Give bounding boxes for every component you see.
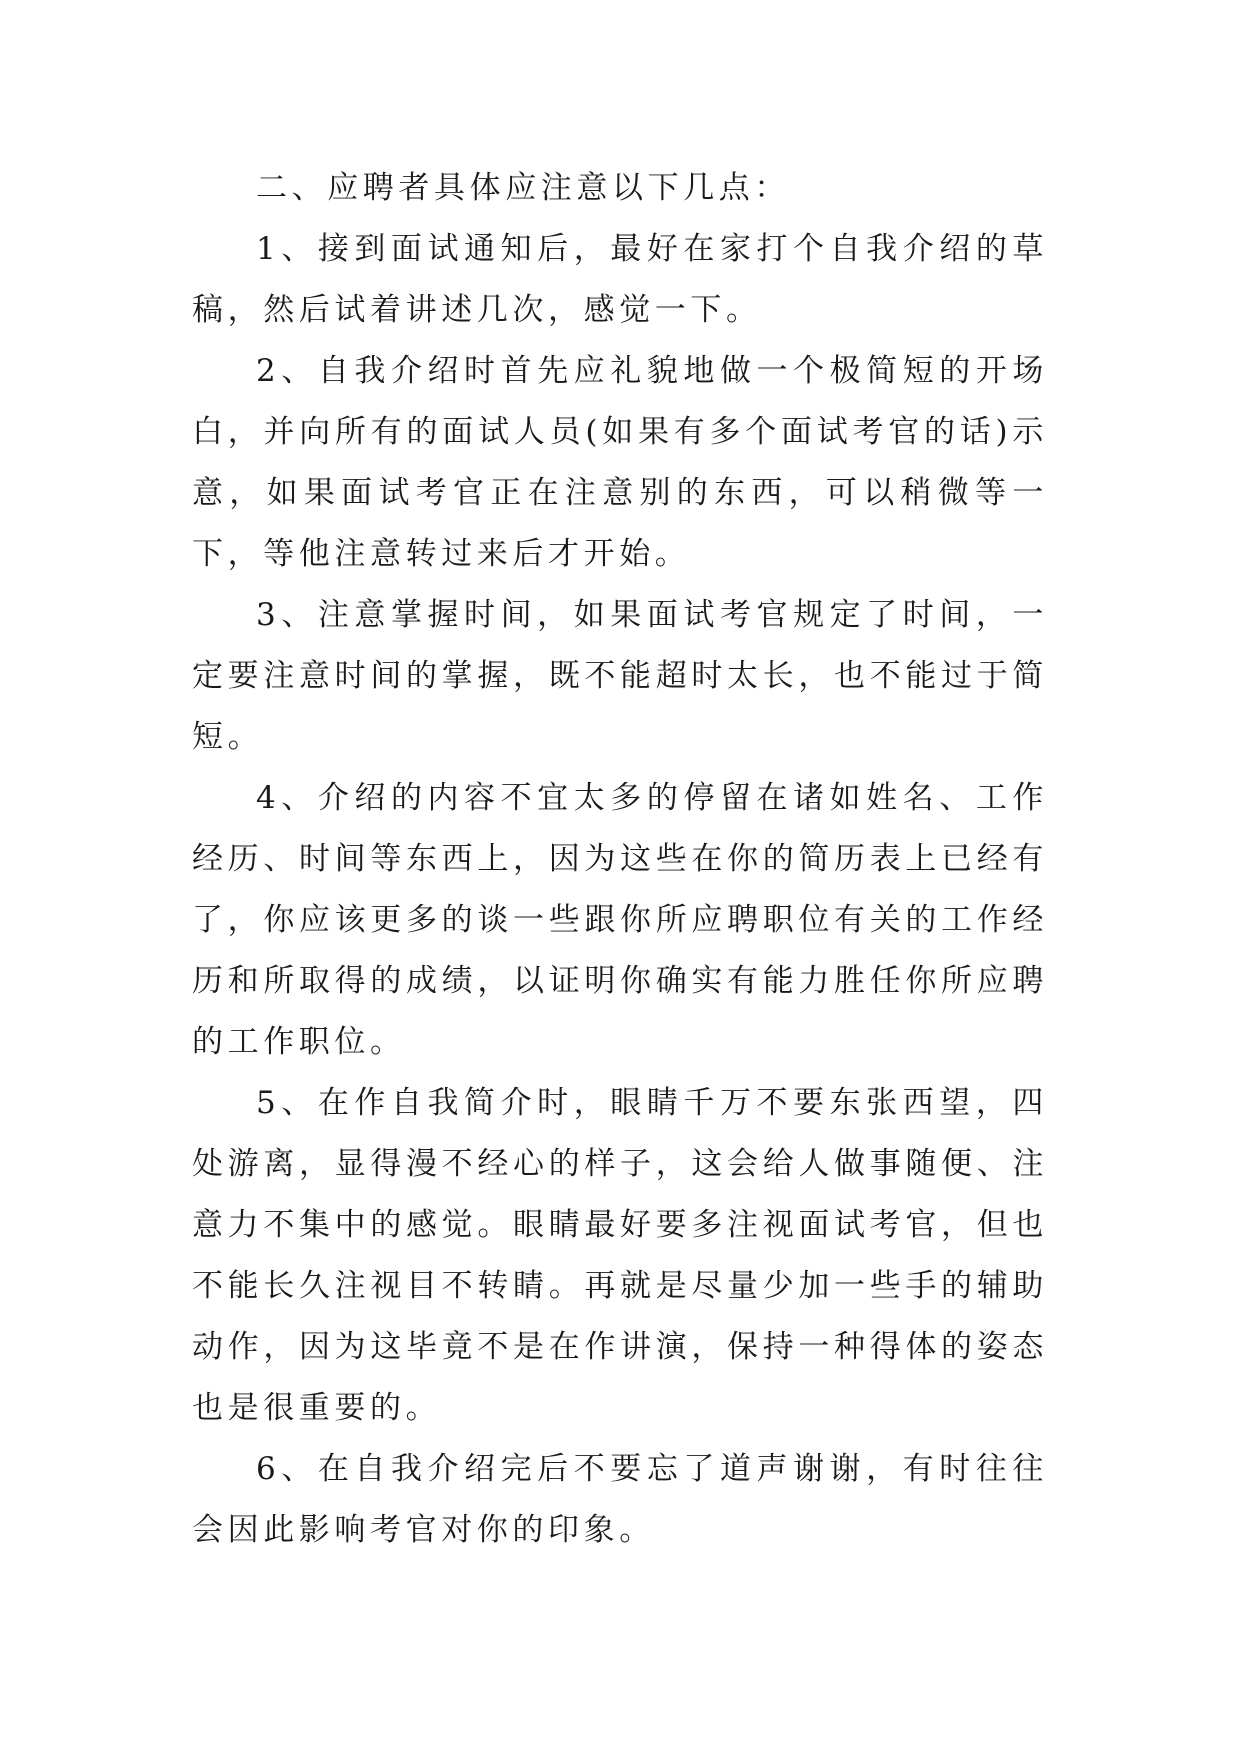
section-heading: 二、应聘者具体应注意以下几点： (256, 170, 790, 206)
point-3: 3、注意掌握时间，如果面试考官规定了时间，一定要注意时间的掌握，既不能超时太长，也不能过于简短。 (192, 597, 1048, 755)
point-5: 5、在作自我简介时，眼睛千万不要东张西望，四处游离，显得漫不经心的样子，这会给人做事随便、注意力不集中的感觉。眼睛最好要多注视面试考官，但也不能长久注视目不转睛。再就是尽量少加一些手的辅助动作，因为这毕竟不是在作讲演，保持一种得体的姿态也是很重要的。 (192, 1085, 1048, 1426)
point-4: 4、介绍的内容不宜太多的停留在诸如姓名、工作经历、时间等东西上，因为这些在你的简历表上已经有了，你应该更多的谈一些跟你所应聘职位有关的工作经历和所取得的成绩，以证明你确实有能力胜任你所应聘的工作职位。 (192, 780, 1048, 1060)
point-2: 2、自我介绍时首先应礼貌地做一个极简短的开场白，并向所有的面试人员(如果有多个面试考官的话)示意，如果面试考官正在注意别的东西，可以稍微等一下，等他注意转过来后才开始。 (192, 353, 1048, 572)
point-6: 6、在自我介绍完后不要忘了道声谢谢，有时往往会因此影响考官对你的印象。 (192, 1451, 1048, 1548)
point-1: 1、接到面试通知后，最好在家打个自我介绍的草稿，然后试着讲述几次，感觉一下。 (192, 231, 1048, 328)
document-page (192, 158, 1048, 1561)
